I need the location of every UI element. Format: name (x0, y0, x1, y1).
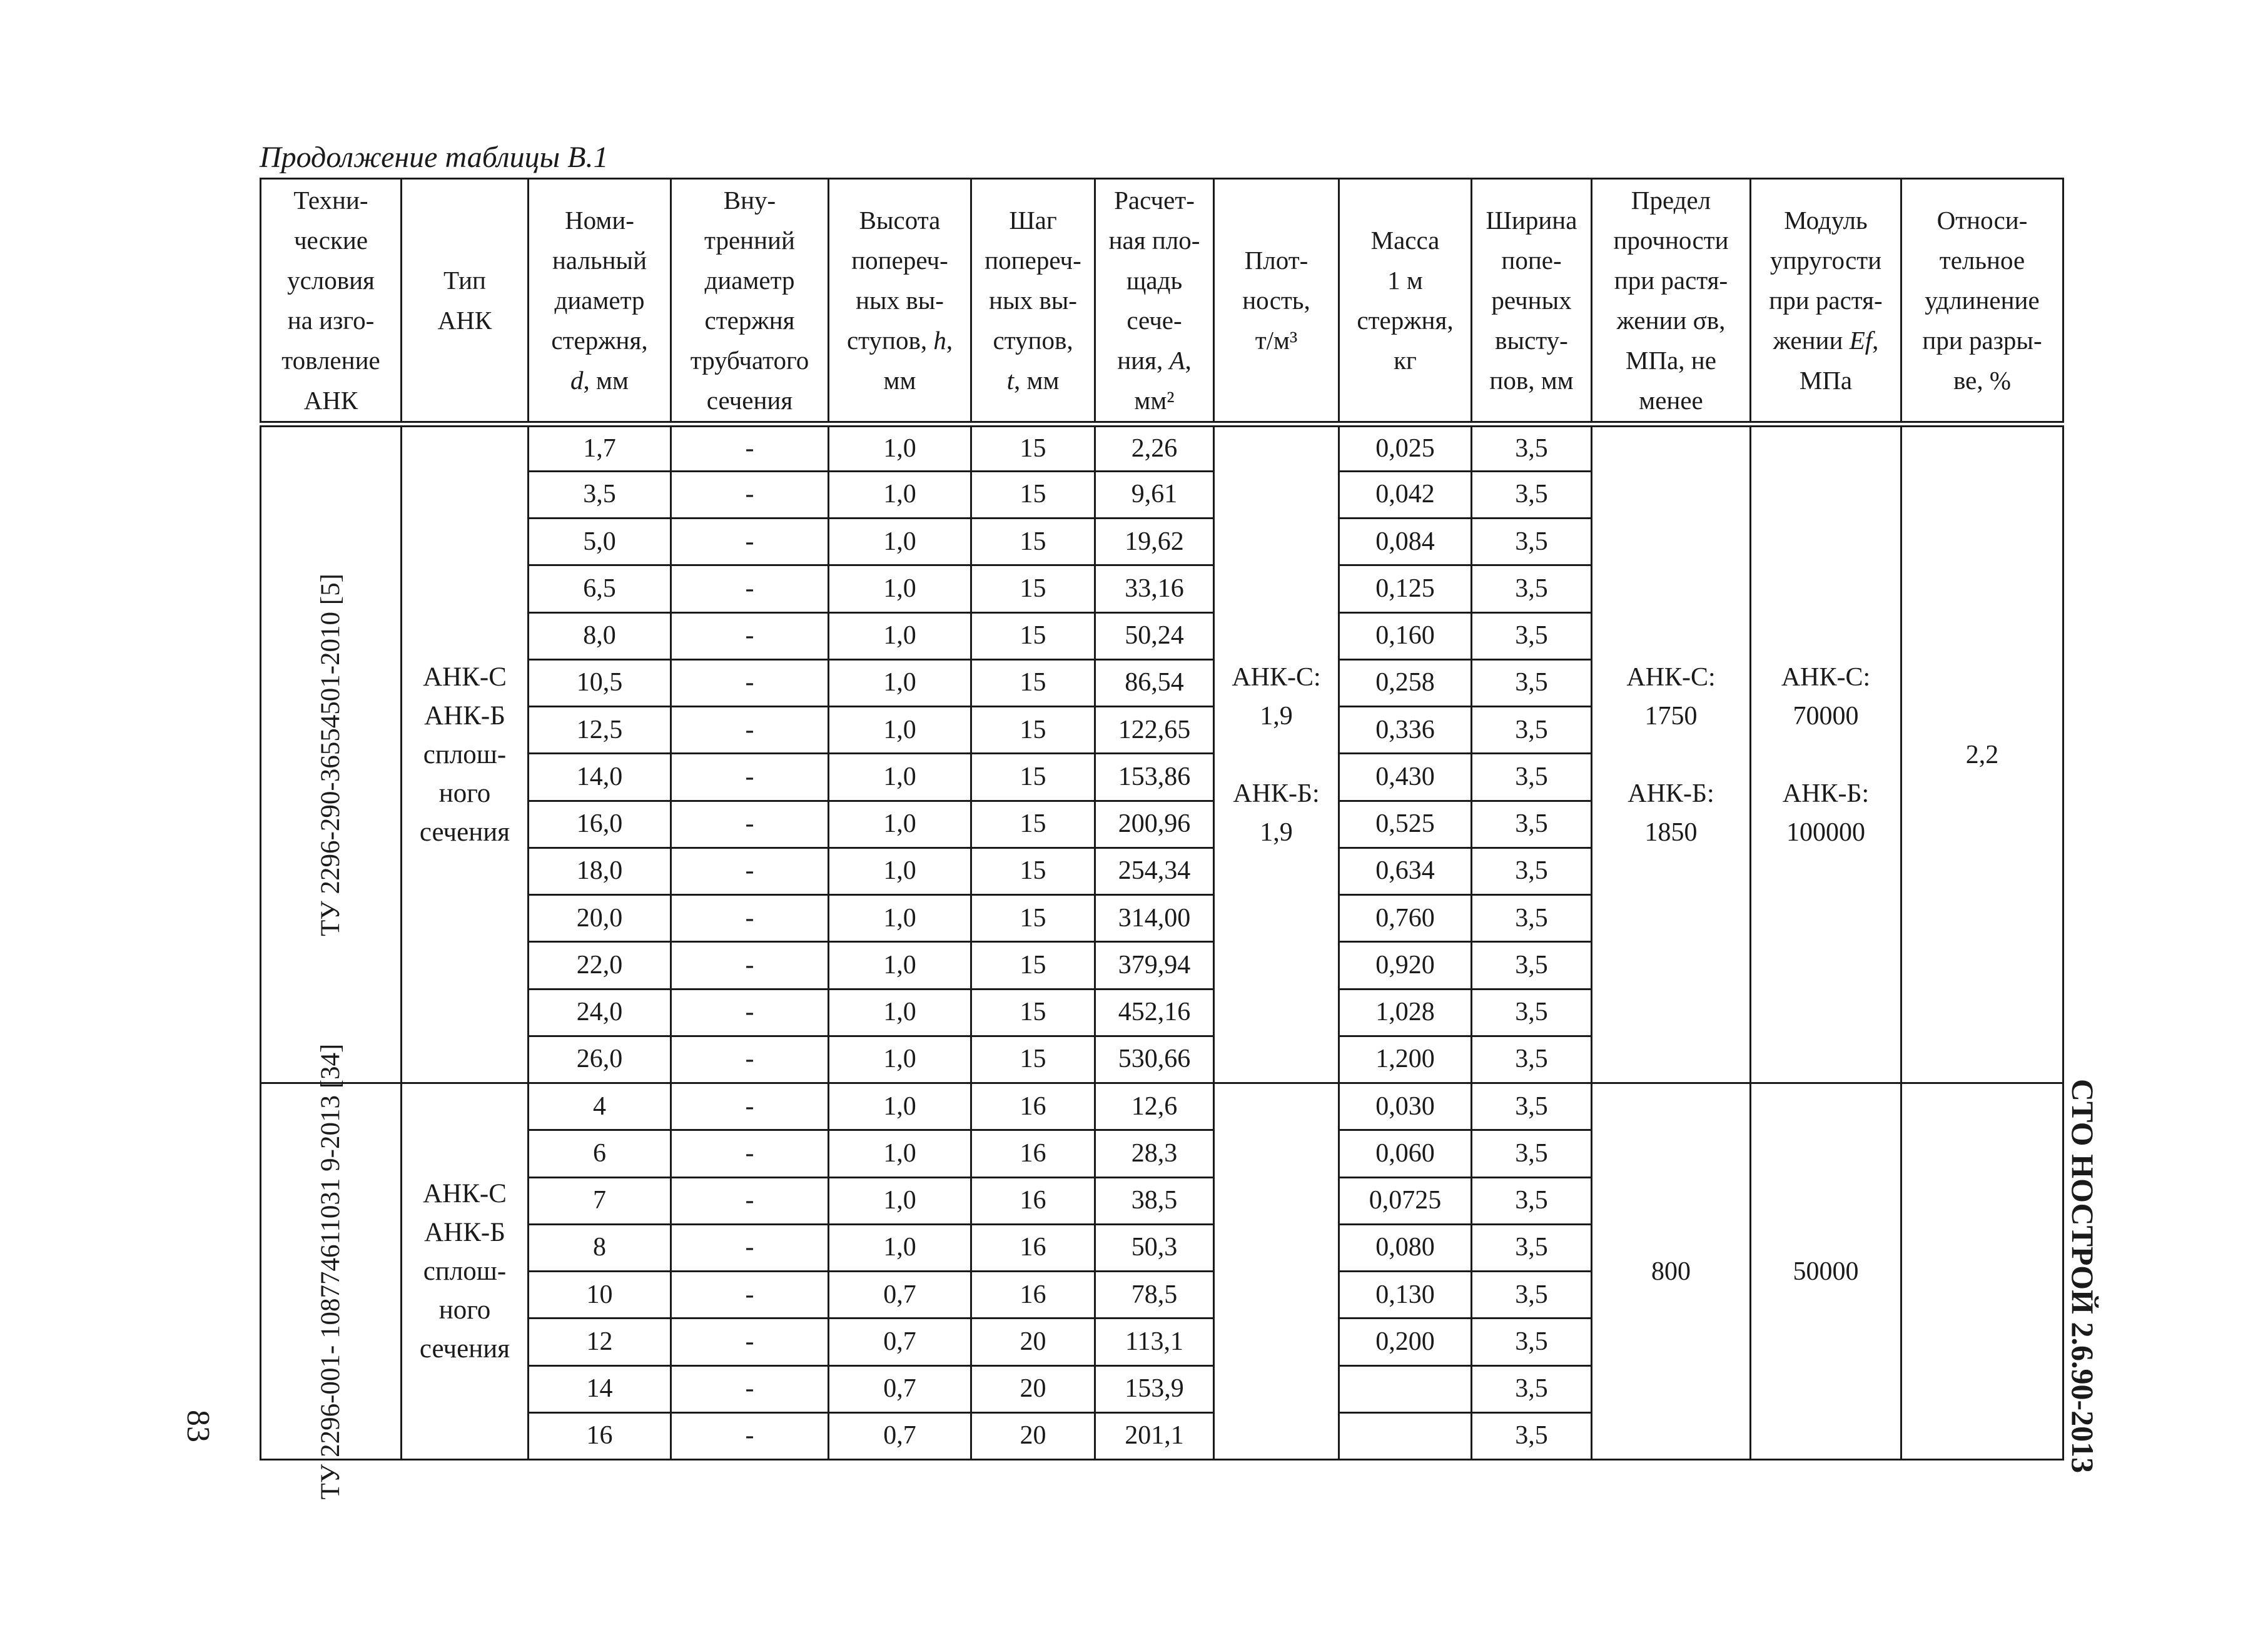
mass-cell (1339, 1412, 1472, 1459)
modulus-cell: АНК-С: 70000 АНК-Б: 100000 (1751, 424, 1901, 1083)
step-cell: 15 (971, 471, 1095, 518)
step-cell: 20 (971, 1412, 1095, 1459)
height-cell: 1,0 (829, 519, 971, 565)
height-cell: 1,0 (829, 848, 971, 894)
step-cell: 16 (971, 1083, 1095, 1130)
tu-cell (261, 424, 402, 1083)
area-cell: 153,86 (1095, 754, 1214, 801)
diameter-cell: 8 (529, 1224, 671, 1271)
width-cell: 3,5 (1472, 612, 1592, 659)
height-cell: 1,0 (829, 801, 971, 848)
diameter-cell: 22,0 (529, 942, 671, 989)
height-cell: 1,0 (829, 1083, 971, 1130)
area-cell: 153,9 (1095, 1365, 1214, 1412)
density-cell (1214, 1083, 1339, 1460)
mass-cell: 1,028 (1339, 989, 1472, 1036)
data-table (260, 178, 2064, 1499)
area-cell: 78,5 (1095, 1272, 1214, 1319)
inner-diameter-cell: - (671, 471, 829, 518)
area-cell: 28,3 (1095, 1130, 1214, 1177)
step-cell: 16 (971, 1177, 1095, 1224)
diameter-cell: 14,0 (529, 754, 671, 801)
type-cell: АНК-С АНК-Б сплош- ного сечения (402, 1083, 529, 1460)
height-cell: 1,0 (829, 989, 971, 1036)
type-cell: АНК-С АНК-Б сплош- ного сечения (402, 424, 529, 1083)
header-modulus: Модуль упругости при растя- жении Ef, МПа (1751, 179, 1901, 425)
diameter-cell: 24,0 (529, 989, 671, 1036)
header-area: Расчет- ная пло- щадь сече- ния, A, мм² (1095, 179, 1214, 425)
mass-cell: 0,525 (1339, 801, 1472, 848)
step-cell: 16 (971, 1130, 1095, 1177)
height-cell: 1,0 (829, 1224, 971, 1271)
table-row (261, 1083, 2063, 1130)
width-cell: 3,5 (1472, 754, 1592, 801)
area-cell: 86,54 (1095, 659, 1214, 706)
height-cell: 0,7 (829, 1412, 971, 1459)
height-cell: 1,0 (829, 424, 971, 471)
header-height: Высота попереч- ных вы- ступов, h, мм (829, 179, 971, 425)
inner-diameter-cell: - (671, 659, 829, 706)
step-cell: 15 (971, 895, 1095, 942)
diameter-cell: 16,0 (529, 801, 671, 848)
mass-cell: 0,0725 (1339, 1177, 1472, 1224)
mass-cell: 0,060 (1339, 1130, 1472, 1177)
step-cell: 20 (971, 1365, 1095, 1412)
header-strength: Предел прочности при растя- жении σв, МПа, не менее (1592, 179, 1751, 425)
inner-diameter-cell: - (671, 895, 829, 942)
step-cell: 15 (971, 424, 1095, 471)
mass-cell: 0,336 (1339, 707, 1472, 754)
header-width: Ширина попе- речных высту- пов, мм (1472, 179, 1592, 425)
area-cell: 201,1 (1095, 1412, 1214, 1459)
diameter-cell: 7 (529, 1177, 671, 1224)
step-cell: 16 (971, 1272, 1095, 1319)
header-inner-diameter: Вну- тренний диаметр стержня трубчатого сечения (671, 179, 829, 425)
diameter-cell: 10,5 (529, 659, 671, 706)
page-number: 83 (180, 1410, 216, 1442)
mass-cell: 0,130 (1339, 1272, 1472, 1319)
area-cell: 2,26 (1095, 424, 1214, 471)
area-cell: 50,3 (1095, 1224, 1214, 1271)
height-cell: 0,7 (829, 1319, 971, 1365)
width-cell: 3,5 (1472, 1412, 1592, 1459)
area-cell: 9,61 (1095, 471, 1214, 518)
mass-cell: 0,125 (1339, 565, 1472, 612)
width-cell: 3,5 (1472, 1365, 1592, 1412)
width-cell: 3,5 (1472, 1083, 1592, 1130)
diameter-cell: 3,5 (529, 471, 671, 518)
inner-diameter-cell: - (671, 801, 829, 848)
header-tu: Техни- ческие условия на изго- товление АНК (261, 179, 402, 425)
width-cell: 3,5 (1472, 1272, 1592, 1319)
mass-cell (1339, 1365, 1472, 1412)
diameter-cell: 10 (529, 1272, 671, 1319)
mass-cell: 0,430 (1339, 754, 1472, 801)
inner-diameter-cell: - (671, 989, 829, 1036)
diameter-cell: 6,5 (529, 565, 671, 612)
mass-cell: 0,030 (1339, 1083, 1472, 1130)
step-cell: 15 (971, 519, 1095, 565)
width-cell: 3,5 (1472, 1224, 1592, 1271)
elongation-cell: 2,2 (1901, 424, 2063, 1083)
diameter-cell: 12,5 (529, 707, 671, 754)
step-cell: 15 (971, 612, 1095, 659)
area-cell: 254,34 (1095, 848, 1214, 894)
mass-cell: 0,084 (1339, 519, 1472, 565)
area-cell: 50,24 (1095, 612, 1214, 659)
step-cell: 15 (971, 659, 1095, 706)
modulus-cell: 50000 (1751, 1083, 1901, 1460)
table-caption: Продолжение таблицы В.1 (260, 141, 609, 174)
mass-cell: 0,920 (1339, 942, 1472, 989)
header-diameter: Номи- нальный диаметр стержня, d, мм (529, 179, 671, 425)
inner-diameter-cell: - (671, 1083, 829, 1130)
step-cell: 15 (971, 754, 1095, 801)
inner-diameter-cell: - (671, 1036, 829, 1083)
area-cell: 314,00 (1095, 895, 1214, 942)
width-cell: 3,5 (1472, 1177, 1592, 1224)
area-cell: 530,66 (1095, 1036, 1214, 1083)
inner-diameter-cell: - (671, 1319, 829, 1365)
strength-cell: 800 (1592, 1083, 1751, 1460)
area-cell: 12,6 (1095, 1083, 1214, 1130)
width-cell: 3,5 (1472, 707, 1592, 754)
inner-diameter-cell: - (671, 942, 829, 989)
width-cell: 3,5 (1472, 1130, 1592, 1177)
diameter-cell: 1,7 (529, 424, 671, 471)
mass-cell: 0,258 (1339, 659, 1472, 706)
inner-diameter-cell: - (671, 848, 829, 894)
step-cell: 15 (971, 565, 1095, 612)
inner-diameter-cell: - (671, 1365, 829, 1412)
area-cell: 38,5 (1095, 1177, 1214, 1224)
inner-diameter-cell: - (671, 1177, 829, 1224)
header-row (261, 179, 2063, 425)
step-cell: 15 (971, 848, 1095, 894)
width-cell: 3,5 (1472, 895, 1592, 942)
height-cell: 1,0 (829, 707, 971, 754)
tu-text: ТУ 2296-001- 108774611031 9-2013 [34] (316, 1043, 345, 1499)
diameter-cell: 14 (529, 1365, 671, 1412)
density-cell: АНК-С: 1,9 АНК-Б: 1,9 (1214, 424, 1339, 1083)
height-cell: 1,0 (829, 942, 971, 989)
step-cell: 15 (971, 942, 1095, 989)
diameter-cell: 8,0 (529, 612, 671, 659)
width-cell: 3,5 (1472, 942, 1592, 989)
height-cell: 1,0 (829, 895, 971, 942)
height-cell: 1,0 (829, 471, 971, 518)
header-density: Плот- ность, т/м³ (1214, 179, 1339, 425)
strength-cell: АНК-С: 1750 АНК-Б: 1850 (1592, 424, 1751, 1083)
area-cell: 452,16 (1095, 989, 1214, 1036)
step-cell: 15 (971, 989, 1095, 1036)
area-cell: 200,96 (1095, 801, 1214, 848)
diameter-cell: 18,0 (529, 848, 671, 894)
diameter-cell: 20,0 (529, 895, 671, 942)
width-cell: 3,5 (1472, 848, 1592, 894)
width-cell: 3,5 (1472, 1319, 1592, 1365)
mass-cell: 0,080 (1339, 1224, 1472, 1271)
width-cell: 3,5 (1472, 989, 1592, 1036)
area-cell: 33,16 (1095, 565, 1214, 612)
inner-diameter-cell: - (671, 565, 829, 612)
diameter-cell: 4 (529, 1083, 671, 1130)
step-cell: 15 (971, 707, 1095, 754)
height-cell: 1,0 (829, 1177, 971, 1224)
height-cell: 0,7 (829, 1365, 971, 1412)
step-cell: 15 (971, 1036, 1095, 1083)
step-cell: 20 (971, 1319, 1095, 1365)
header-elongation: Относи- тельное удлинение при разры- ве, % (1901, 179, 2063, 425)
mass-cell: 1,200 (1339, 1036, 1472, 1083)
height-cell: 1,0 (829, 659, 971, 706)
height-cell: 1,0 (829, 565, 971, 612)
tu-cell (261, 1043, 402, 1499)
diameter-cell: 12 (529, 1319, 671, 1365)
inner-diameter-cell: - (671, 1130, 829, 1177)
mass-cell: 0,634 (1339, 848, 1472, 894)
elongation-cell (1901, 1083, 2063, 1460)
table-row (261, 424, 2063, 471)
diameter-cell: 5,0 (529, 519, 671, 565)
mass-cell: 0,160 (1339, 612, 1472, 659)
width-cell: 3,5 (1472, 801, 1592, 848)
width-cell: 3,5 (1472, 519, 1592, 565)
area-cell: 113,1 (1095, 1319, 1214, 1365)
mass-cell: 0,760 (1339, 895, 1472, 942)
height-cell: 1,0 (829, 1130, 971, 1177)
diameter-cell: 6 (529, 1130, 671, 1177)
inner-diameter-cell: - (671, 1412, 829, 1459)
step-cell: 16 (971, 1224, 1095, 1271)
width-cell: 3,5 (1472, 565, 1592, 612)
height-cell: 0,7 (829, 1272, 971, 1319)
header-step: Шаг попереч- ных вы- ступов, t, мм (971, 179, 1095, 425)
inner-diameter-cell: - (671, 1224, 829, 1271)
mass-cell: 0,025 (1339, 424, 1472, 471)
width-cell: 3,5 (1472, 424, 1592, 471)
area-cell: 19,62 (1095, 519, 1214, 565)
width-cell: 3,5 (1472, 1036, 1592, 1083)
width-cell: 3,5 (1472, 659, 1592, 706)
header-mass: Масса 1 м стержня, кг (1339, 179, 1472, 425)
tu-text: ТУ 2296-290-36554501-2010 [5] (316, 573, 345, 936)
inner-diameter-cell: - (671, 754, 829, 801)
inner-diameter-cell: - (671, 519, 829, 565)
header-type: Тип АНК (402, 179, 529, 425)
area-cell: 379,94 (1095, 942, 1214, 989)
height-cell: 1,0 (829, 1036, 971, 1083)
standard-code: СТО НОСТРОЙ 2.6.90-2013 (2065, 1078, 2100, 1474)
step-cell: 15 (971, 801, 1095, 848)
inner-diameter-cell: - (671, 707, 829, 754)
inner-diameter-cell: - (671, 1272, 829, 1319)
width-cell: 3,5 (1472, 471, 1592, 518)
diameter-cell: 26,0 (529, 1036, 671, 1083)
mass-cell: 0,200 (1339, 1319, 1472, 1365)
height-cell: 1,0 (829, 754, 971, 801)
inner-diameter-cell: - (671, 424, 829, 471)
height-cell: 1,0 (829, 612, 971, 659)
mass-cell: 0,042 (1339, 471, 1472, 518)
inner-diameter-cell: - (671, 612, 829, 659)
diameter-cell: 16 (529, 1412, 671, 1459)
area-cell: 122,65 (1095, 707, 1214, 754)
